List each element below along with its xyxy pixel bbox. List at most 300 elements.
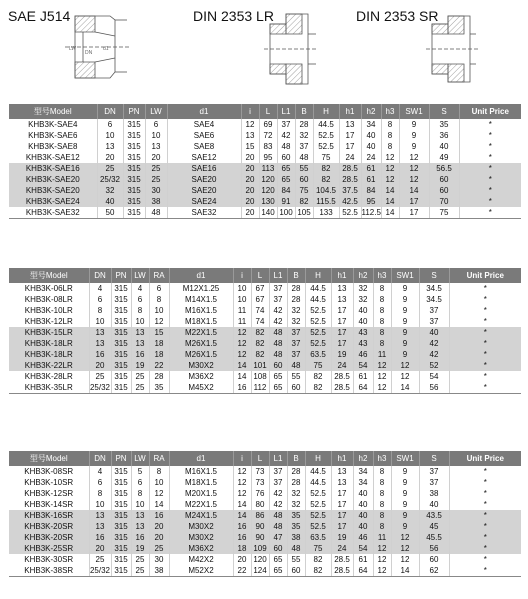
column-header: d1	[169, 451, 233, 466]
table-row	[9, 294, 521, 305]
table-cell: KHB3K-SAE16	[9, 163, 97, 174]
table-cell: 9	[399, 130, 429, 141]
column-header: B	[287, 268, 305, 283]
table-cell: 10	[149, 477, 169, 488]
table-cell: 17	[399, 196, 429, 207]
table-cell: 55	[287, 371, 305, 382]
table-cell: M16X1.5	[169, 305, 233, 316]
column-header: L1	[269, 451, 287, 466]
table-cell: 52	[419, 360, 449, 371]
table-cell: 52.5	[305, 338, 331, 349]
column-header: LW	[131, 451, 149, 466]
table-cell: 82	[313, 174, 339, 185]
table-cell: 12	[391, 532, 419, 543]
table-cell: 9	[391, 466, 419, 477]
table-cell: 12	[381, 163, 399, 174]
table-cell: *	[449, 565, 521, 577]
table-cell: SAE32	[167, 207, 241, 219]
table-cell: 48	[269, 349, 287, 360]
table-cell: *	[449, 360, 521, 371]
table-cell: 35	[149, 382, 169, 394]
table-cell: 13	[131, 521, 149, 532]
table-row	[9, 152, 521, 163]
table-cell: 315	[111, 327, 131, 338]
table-cell: 12	[373, 371, 391, 382]
table-cell: 101	[251, 360, 269, 371]
table-cell: 32	[353, 283, 373, 294]
table-cell: 28	[287, 477, 305, 488]
table-cell: 9	[399, 141, 429, 152]
table-cell: 40	[353, 499, 373, 510]
table-cell: 13	[89, 338, 111, 349]
table-cell: 20	[145, 152, 167, 163]
table-cell: SAE20	[167, 174, 241, 185]
table-cell: 40	[361, 130, 381, 141]
table-cell: 56	[419, 543, 449, 554]
table-cell: 95	[259, 152, 277, 163]
table-cell: KHB3K-18LR	[9, 349, 89, 360]
table-cell: 83	[259, 141, 277, 152]
table-cell: 55	[287, 554, 305, 565]
title-din-2353-lr: DIN 2353 LR	[193, 8, 274, 24]
table-cell: 38	[149, 565, 169, 577]
table-cell: *	[449, 477, 521, 488]
column-header: B	[287, 451, 305, 466]
table-cell: 60	[419, 554, 449, 565]
table-cell: KHB3K-08LR	[24, 295, 73, 304]
table-cell: 13	[89, 510, 111, 521]
table-cell: 30	[145, 185, 167, 196]
table-cell: 10	[149, 305, 169, 316]
table-cell: 12	[381, 152, 399, 163]
table-cell: 10	[145, 130, 167, 141]
table-cell: 25	[89, 554, 111, 565]
table-cell: 63.5	[305, 532, 331, 543]
table-cell: 8	[373, 499, 391, 510]
table-cell: 8	[381, 141, 399, 152]
table-cell: 315	[111, 521, 131, 532]
table-row	[9, 565, 521, 577]
table-cell: 82	[305, 554, 331, 565]
table-cell: 14	[381, 196, 399, 207]
table-cell: 14	[233, 360, 251, 371]
column-header: h2	[353, 268, 373, 283]
table-cell: 42	[269, 499, 287, 510]
table-cell: 37	[287, 338, 305, 349]
table-cell: 12	[233, 477, 251, 488]
table-cell: 37	[287, 349, 305, 360]
column-header: L	[251, 451, 269, 466]
table-cell: 28	[295, 119, 313, 130]
table-cell: 82	[305, 371, 331, 382]
table-cell: 19	[331, 532, 353, 543]
column-header: h1	[339, 104, 361, 119]
table-cell: 13	[331, 477, 353, 488]
table-cell: M30X2	[169, 532, 233, 543]
table-cell: SAE16	[167, 163, 241, 174]
table-cell: 42.5	[339, 196, 361, 207]
column-header: L1	[269, 268, 287, 283]
column-header: DN	[89, 268, 111, 283]
table-cell: 11	[233, 316, 251, 327]
table-cell: 13	[331, 283, 353, 294]
column-header: H	[305, 451, 331, 466]
table-cell: 13	[339, 119, 361, 130]
table-cell: 14	[233, 510, 251, 521]
table-cell: 61	[361, 163, 381, 174]
table-row	[9, 185, 521, 196]
table-cell: KHB3K-08SR	[24, 467, 74, 476]
table-cell: 37	[419, 305, 449, 316]
table-cell: 9	[391, 305, 419, 316]
table-cell: 52.5	[305, 316, 331, 327]
table-cell: 17	[331, 327, 353, 338]
table-cell: KHB3K-SAE32	[9, 207, 97, 219]
table-cell: 63.5	[305, 349, 331, 360]
table-cell: 17	[339, 141, 361, 152]
table-cell: *	[449, 499, 521, 510]
table-cell: 13	[131, 327, 149, 338]
table-cell: 14	[381, 207, 399, 219]
table-cell: 5	[131, 466, 149, 477]
table-cell: 37.5	[339, 185, 361, 196]
table-cell: 25	[89, 371, 111, 382]
table-cell: 35	[287, 521, 305, 532]
table-cell: KHB3K-14SR	[24, 500, 74, 509]
table-cell: 6	[145, 119, 167, 130]
table-cell: 48	[269, 521, 287, 532]
table-cell: *	[449, 327, 521, 338]
table-row	[9, 119, 521, 130]
table-cell: 9	[391, 294, 419, 305]
table-cell: 12	[233, 488, 251, 499]
table-cell: 9	[391, 316, 419, 327]
table-cell: 61	[353, 371, 373, 382]
table-cell: 12	[381, 174, 399, 185]
table-cell: 315	[111, 477, 131, 488]
column-header: DN	[89, 451, 111, 466]
table-cell: 67	[251, 294, 269, 305]
table-cell: 43	[353, 327, 373, 338]
lr-fitting-drawing	[262, 8, 322, 90]
table-cell: 8	[373, 316, 391, 327]
table-cell: 315	[123, 152, 145, 163]
table-cell: *	[449, 305, 521, 316]
table-cell: 32	[287, 488, 305, 499]
table-row	[9, 163, 521, 174]
table-cell: 16	[233, 532, 251, 543]
column-header: Unit Price	[449, 268, 521, 283]
table-cell: 20	[149, 521, 169, 532]
table-header-row	[9, 268, 521, 283]
table-cell: 42	[277, 130, 295, 141]
table-cell: 13	[131, 338, 149, 349]
table-row	[9, 130, 521, 141]
table-cell: 12	[233, 338, 251, 349]
table-cell: 315	[111, 466, 131, 477]
table-cell: 17	[399, 207, 429, 219]
table-cell: *	[449, 294, 521, 305]
title-din-2353-sr: DIN 2353 SR	[356, 8, 439, 24]
table-cell: 17	[331, 510, 353, 521]
table-row	[9, 477, 521, 488]
table-cell: M18X1.5	[169, 316, 233, 327]
table-row	[9, 543, 521, 554]
table-cell: 34	[361, 119, 381, 130]
table-cell: 61	[361, 174, 381, 185]
table-cell: 52.5	[305, 327, 331, 338]
table-cell: *	[449, 510, 521, 521]
table-cell: 315	[111, 565, 131, 577]
table-cell: 13	[145, 141, 167, 152]
table-cell: 32	[287, 499, 305, 510]
table-cell: 37	[419, 316, 449, 327]
table-cell: KHB3K-16SR	[9, 510, 89, 521]
column-header: S	[419, 268, 449, 283]
table-cell: 82	[251, 327, 269, 338]
table-cell: 20	[241, 185, 259, 196]
table-cell: 42	[269, 305, 287, 316]
table-cell: 315	[111, 349, 131, 360]
table-cell: 28.5	[331, 565, 353, 577]
table-cell: 70	[429, 196, 459, 207]
table-row	[9, 488, 521, 499]
table-cell: 75	[305, 543, 331, 554]
table-cell: 37	[295, 141, 313, 152]
table-cell: 115.5	[313, 196, 339, 207]
column-header: B	[295, 104, 313, 119]
table-cell: 82	[251, 338, 269, 349]
table-cell: 13	[97, 141, 123, 152]
table-row	[9, 283, 521, 294]
table-cell: 75	[295, 185, 313, 196]
table-cell: 82	[313, 163, 339, 174]
table-cell: 52.5	[305, 510, 331, 521]
table-cell: 64	[353, 565, 373, 577]
table-cell: *	[449, 554, 521, 565]
table-cell: 75	[429, 207, 459, 219]
table-cell: M18X1.5	[169, 477, 233, 488]
table-cell: M14X1.5	[169, 294, 233, 305]
table-cell: 48	[269, 338, 287, 349]
table-header-row	[9, 104, 521, 119]
column-header: RA	[149, 268, 169, 283]
table-cell: 61	[353, 554, 373, 565]
table-cell: 6	[89, 477, 111, 488]
table-cell: 34	[353, 477, 373, 488]
table-cell: 91	[277, 196, 295, 207]
table-cell: 52.5	[305, 305, 331, 316]
column-header: L	[251, 268, 269, 283]
table-cell: 35	[429, 119, 459, 130]
table-cell: M12X1.25	[169, 283, 233, 294]
table-cell: 48	[145, 207, 167, 219]
table-cell: 12	[233, 349, 251, 360]
table-cell: 37	[419, 466, 449, 477]
table-cell: 10	[131, 316, 149, 327]
table-cell: SAE4	[167, 119, 241, 130]
table-cell: 34	[353, 466, 373, 477]
table-cell: *	[459, 152, 521, 163]
table-cell: 45.5	[419, 532, 449, 543]
table-cell: 25/32	[89, 383, 111, 392]
table-cell: 60	[429, 185, 459, 196]
table-row	[9, 174, 521, 185]
table-cell: 25/32	[89, 566, 111, 575]
table-cell: 8	[373, 466, 391, 477]
sr-spec-table	[9, 451, 521, 577]
table-cell: 12	[149, 488, 169, 499]
table-cell: 8	[373, 488, 391, 499]
table-cell: 8	[131, 305, 149, 316]
table-cell: KHB3K-06LR	[24, 284, 73, 293]
table-cell: 14	[149, 499, 169, 510]
column-header: i	[241, 104, 259, 119]
table-cell: 37	[277, 119, 295, 130]
table-cell: 16	[233, 382, 251, 394]
lr-spec-table	[9, 268, 521, 394]
table-cell: 315	[111, 382, 131, 394]
table-cell: 17	[339, 130, 361, 141]
table-row	[9, 521, 521, 532]
table-cell: 37	[419, 477, 449, 488]
table-cell: 120	[259, 174, 277, 185]
table-cell: 9	[391, 338, 419, 349]
table-cell: 12	[399, 174, 429, 185]
table-cell: 9	[391, 521, 419, 532]
table-cell: 315	[123, 207, 145, 219]
table-cell: *	[449, 521, 521, 532]
table-cell: 43.5	[419, 510, 449, 521]
table-cell: *	[459, 196, 521, 207]
column-header: SW1	[399, 104, 429, 119]
table-header-row	[9, 451, 521, 466]
table-cell: 54	[419, 371, 449, 382]
table-cell: M22X1.5	[169, 327, 233, 338]
table-cell: 37	[269, 294, 287, 305]
table-cell: 120	[259, 185, 277, 196]
table-cell: KHB3K-28LR	[24, 372, 73, 381]
table-cell: KHB3K-SAE20	[9, 185, 97, 196]
table-cell: KHB3K-SAE8	[28, 142, 78, 151]
table-cell: 48	[295, 152, 313, 163]
table-cell: 14	[381, 185, 399, 196]
table-cell: 315	[111, 554, 131, 565]
table-cell: M52X2	[169, 565, 233, 577]
table-cell: 15	[241, 141, 259, 152]
column-header: Unit Price	[449, 451, 521, 466]
table-cell: 108	[251, 371, 269, 382]
table-cell: 12	[399, 152, 429, 163]
table-cell: 12	[149, 316, 169, 327]
table-cell: 10	[89, 499, 111, 510]
table-cell: 13	[331, 466, 353, 477]
table-cell: 90	[251, 521, 269, 532]
table-cell: 95	[361, 196, 381, 207]
table-cell: 8	[373, 521, 391, 532]
table-cell: 42	[269, 488, 287, 499]
table-cell: 17	[331, 338, 353, 349]
sae-fitting-drawing	[55, 6, 135, 88]
table-cell: 8	[89, 305, 111, 316]
table-cell: *	[449, 543, 521, 554]
table-cell: 20	[89, 360, 111, 371]
table-cell: 65	[269, 382, 287, 394]
column-header: SW1	[391, 451, 419, 466]
table-cell: 12	[373, 543, 391, 554]
table-cell: 14	[233, 499, 251, 510]
table-cell: 315	[111, 488, 131, 499]
table-cell: 18	[149, 349, 169, 360]
table-cell: 8	[381, 119, 399, 130]
table-cell: 65	[277, 174, 295, 185]
table-cell: *	[459, 174, 521, 185]
table-cell: 20	[233, 554, 251, 565]
table-cell: 9	[391, 283, 419, 294]
table-cell: 35	[287, 510, 305, 521]
table-cell: 82	[251, 349, 269, 360]
table-cell: M36X2	[169, 543, 233, 554]
table-cell: 82	[295, 196, 313, 207]
table-cell: *	[449, 349, 521, 360]
table-cell: KHB3K-SAE12	[25, 153, 80, 162]
column-header: h3	[381, 104, 399, 119]
table-cell: 28.5	[339, 163, 361, 174]
table-cell: 52.5	[339, 207, 361, 219]
table-cell: 48	[287, 543, 305, 554]
table-cell: KHB3K-10LR	[24, 306, 73, 315]
table-cell: KHB3K-22LR	[9, 360, 89, 371]
table-cell: 60	[269, 360, 287, 371]
table-cell: *	[449, 466, 521, 477]
table-cell: 17	[331, 521, 353, 532]
table-cell: 16	[131, 532, 149, 543]
table-cell: 105	[295, 207, 313, 219]
table-cell: KHB3K-15LR	[9, 327, 89, 338]
table-cell: 65	[277, 163, 295, 174]
table-cell: 315	[111, 510, 131, 521]
table-cell: 22	[233, 565, 251, 577]
column-header: H	[313, 104, 339, 119]
table-cell: KHB3K-25SR	[9, 543, 89, 554]
table-cell: 43	[353, 338, 373, 349]
table-cell: 124	[251, 565, 269, 577]
table-cell: 24	[339, 152, 361, 163]
table-cell: 36	[429, 130, 459, 141]
table-cell: 6	[149, 283, 169, 294]
table-cell: 60	[277, 152, 295, 163]
table-cell: 8	[373, 283, 391, 294]
lw-dimension-label: LW	[69, 46, 77, 52]
table-cell: SAE8	[167, 141, 241, 152]
table-cell: SAE6	[167, 130, 241, 141]
table-cell: 20	[89, 543, 111, 554]
sae-spec-table	[9, 104, 521, 219]
table-cell: 45	[419, 521, 449, 532]
table-cell: 10	[97, 130, 123, 141]
column-header: h2	[361, 104, 381, 119]
table-cell: 49	[429, 152, 459, 163]
table-cell: 44.5	[313, 119, 339, 130]
table-row	[9, 305, 521, 316]
table-cell: 12	[233, 466, 251, 477]
table-cell: 25	[145, 163, 167, 174]
table-cell: 32	[97, 185, 123, 196]
table-cell: 38	[419, 488, 449, 499]
table-cell: 42	[269, 316, 287, 327]
table-cell: 24	[331, 360, 353, 371]
column-header: Unit Price	[459, 104, 521, 119]
